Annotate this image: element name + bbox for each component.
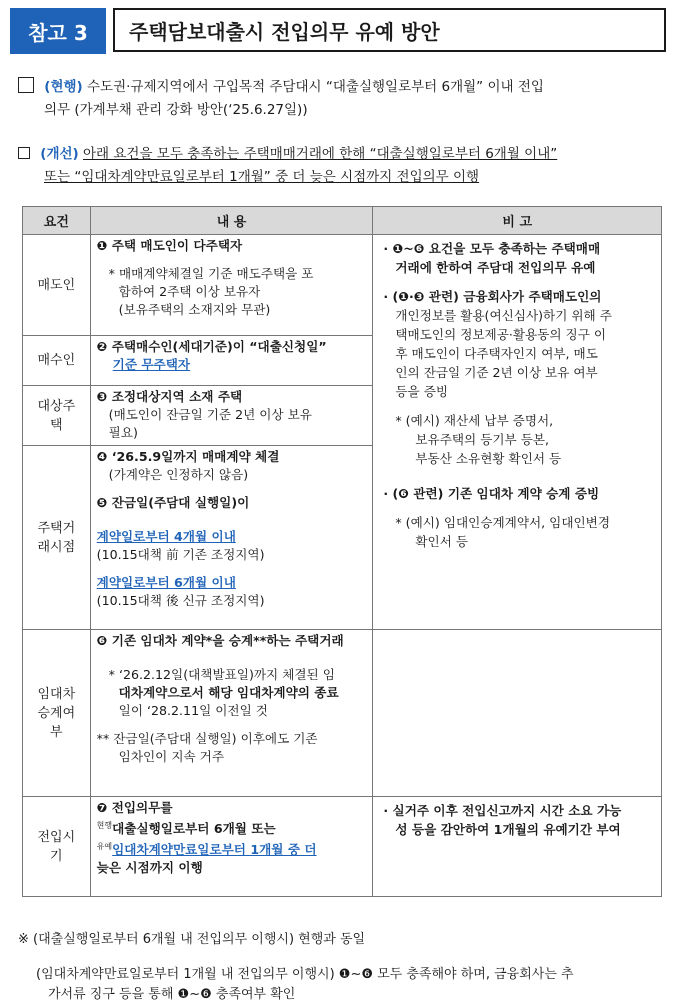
current-line1: 수도권·규제지역에서 구입목적 주담대시 “대출실행일로부터 6개월” 이내 전입 <box>87 79 544 95</box>
table-row <box>23 797 662 897</box>
row-label-buyer: 매수인 <box>23 336 91 386</box>
improve-line2: 또는 “임대차계약만료일로부터 1개월” 중 더 늦은 시점까지 전입의무 이행 <box>44 169 480 185</box>
remarks-move: · 실거주 이후 전입신고까지 시간 소요 가능 성 등을 감안하여 1개월의 유예기간 부여 <box>373 797 662 897</box>
requirements-table <box>22 206 662 897</box>
table-row <box>23 235 662 336</box>
row-content-timing: ❹ ‘26.5.9일까지 매매계약 체결 (가계약은 인정하지 않음) ❺ 잔금일(주담대 실행일)이 계약일로부터 4개월 이내 (10.15대책 前 기존 조정지역) 계약일로부터 6개월 이내 (10.15대책 後 신규 조정지역) <box>90 446 373 630</box>
table-header-row <box>23 207 662 235</box>
row-label-lease: 임대차 승계여 부 <box>23 630 91 797</box>
document-header <box>10 8 670 56</box>
note-line3: 가서류 징구 등을 통해 ❶~❻ 충족여부 확인 <box>48 987 296 1002</box>
improve-line1: 아래 요건을 모두 충족하는 주택매매거래에 한해 “대출실행일로부터 6개월 이내” <box>83 146 558 162</box>
col-header-content: 내 용 <box>90 207 373 235</box>
checkbox-square-icon <box>18 147 30 159</box>
remarks-empty <box>373 630 662 797</box>
col-header-requirement: 요건 <box>23 207 91 235</box>
note-line2: (임대차계약만료일로부터 1개월 내 전입의무 이행시) ❶~❻ 모두 충족해야 하며, 금융회사는 추 <box>36 967 574 982</box>
col-header-remarks: 비 고 <box>373 207 662 235</box>
row-content-lease: ❻ 기존 임대차 계약*을 승계**하는 주택거래 * ‘26.2.12일(대책발표일)까지 체결된 임 대차계약으로서 해당 임대차계약의 종료 일이 ‘28.2.11일 이전일 것 ** 잔금일(주담대 실행일) 이후에도 기존 임차인이 지속 거주 <box>90 630 373 797</box>
page-title: 주택담보대출시 전입의무 유예 방안 <box>113 8 666 52</box>
row-label-target: 대상주 택 <box>23 386 91 446</box>
row-content-move: ❼ 전입의무를 $^{현행}$대출실행일로부터 6개월 또는 $^{유예}$임대차계약만료일로부터 1개월 중 더 늦은 시점까지 이행 <box>90 797 373 897</box>
row-content-buyer: ❷ 주택매수인(세대기준)이 “대출신청일” 기준 무주택자 <box>90 336 373 386</box>
row-label-move: 전입시 기 <box>23 797 91 897</box>
row-content-seller: ❶ 주택 매도인이 다주택자 * 매매계약체결일 기준 매도주택을 포 함하여 2주택 이상 보유자 (보유주택의 소재지와 무관) <box>90 235 373 336</box>
table-row <box>23 630 662 797</box>
row-content-target: ❸ 조정대상지역 소재 주택 (매도인이 잔금일 기준 2년 이상 보유 필요) <box>90 386 373 446</box>
note-line1: ※ (대출실행일로부터 6개월 내 전입의무 이행시) 현행과 동일 <box>18 932 366 947</box>
current-line2: 의무 (가계부채 관리 강화 방안(‘25.6.27일)) <box>44 102 308 118</box>
current-tag: (현행) <box>44 79 83 95</box>
row-label-timing: 주택거 래시점 <box>23 446 91 630</box>
checkbox-square-icon <box>18 77 34 93</box>
improvement-rule <box>18 143 668 189</box>
improve-tag: (개선) <box>40 146 79 162</box>
remarks-main: · ❶~❻ 요건을 모두 충족하는 주택매매 거래에 한하여 주담대 전입의무 유예 · (❶·❸ 관련) 금융회사가 주택매도인의 개인정보를 활용(여신심사)하기 위해 주 택매도인의 정보제공·활용동의 징구 이 후 매도인이 다주택자인지 여부, 매도 인의 잔금일 기준 2년 이상 보유 여부 등을 증빙 * (예시) 재산세 납부 증명서, 보유주택의 등기부 등본, 부동산 소유현황 확인서 등 · (❻ 관련) 기존 임대차 계약 승계 증빙 * (예시) 임대인승계계약서, 임대인변경 확인서 등 <box>373 235 662 630</box>
reference-badge: 참고 3 <box>10 8 106 54</box>
current-rule <box>18 76 668 122</box>
row-label-seller: 매도인 <box>23 235 91 336</box>
